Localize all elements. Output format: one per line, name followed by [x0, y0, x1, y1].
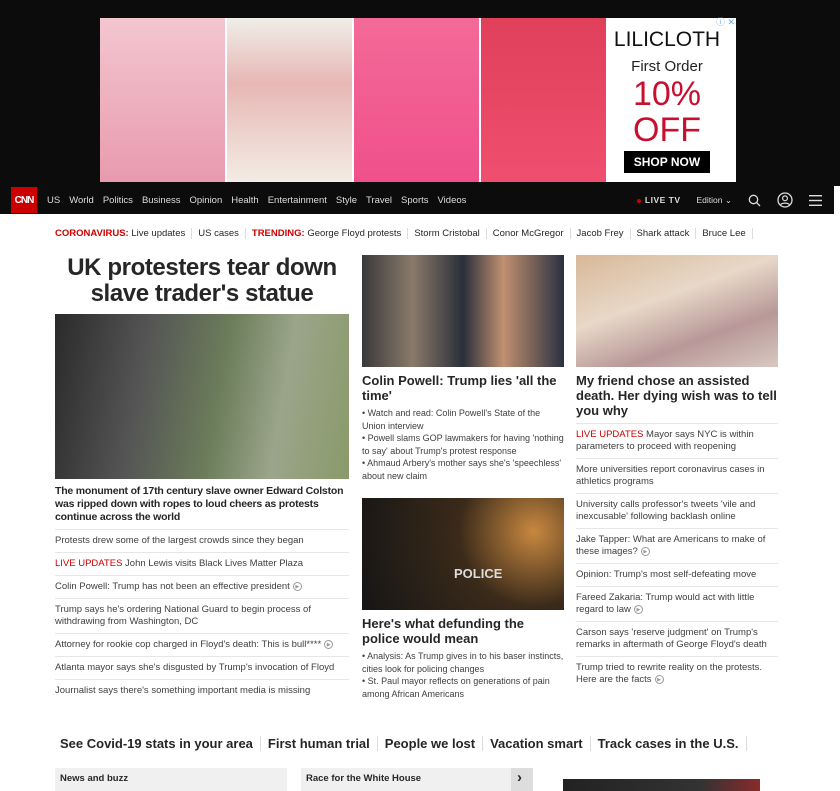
bullet-link[interactable]: • Ahmaud Arbery's mother says she's 'speechless' about new claim	[362, 458, 562, 481]
nav-opinion[interactable]: Opinion	[189, 194, 223, 206]
carousel-next-arrow[interactable]: ›	[511, 768, 533, 791]
headline-link[interactable]	[55, 598, 349, 633]
trending-us-cases[interactable]: US cases	[192, 228, 246, 239]
nav-videos[interactable]: Videos	[437, 194, 467, 206]
coronavirus-label: CORONAVIRUS:	[55, 228, 129, 239]
headline-text: Protests drew some of the largest crowds since they began	[55, 535, 304, 546]
account-icon[interactable]	[777, 192, 793, 208]
vacation-smart-link[interactable]: Vacation smart	[483, 736, 591, 751]
nav-travel[interactable]: Travel	[366, 194, 393, 206]
headline-link[interactable]	[576, 458, 778, 493]
bullet-link[interactable]: • Watch and read: Colin Powell's State of the Union interview	[362, 408, 541, 431]
headline-text: Opinion: Trump's most self-defeating move	[576, 569, 757, 580]
live-updates-label: LIVE UPDATES	[55, 558, 123, 569]
ad-banner-area	[0, 0, 840, 186]
ad-text: First Order	[631, 58, 703, 75]
first-human-trial-link[interactable]: First human trial	[261, 736, 378, 751]
news-and-buzz-header[interactable]: News and buzz	[55, 768, 287, 791]
powell-trump-photo[interactable]	[362, 255, 564, 367]
shop-now-button[interactable]: SHOP NOW	[624, 151, 710, 173]
left-column	[55, 255, 349, 702]
nav-style[interactable]: Style	[335, 194, 357, 206]
race-white-house-header[interactable]: Race for the White House	[301, 768, 511, 791]
headline-link[interactable]	[576, 423, 778, 458]
headline-text: University calls professor's tweets 'vile and inexcusable' following backlash online	[576, 499, 756, 522]
nav-sports[interactable]: Sports	[401, 194, 429, 206]
trending-floyd[interactable]: George Floyd protests	[307, 228, 402, 239]
headline-link[interactable]	[576, 586, 778, 621]
headline-link[interactable]	[55, 552, 349, 575]
bullet-link[interactable]: • Powell slams GOP lawmakers for having 'nothing to say' about Trump's protest response	[362, 433, 564, 456]
ad-image-red-tshirt[interactable]	[481, 18, 608, 182]
headline-text: Fareed Zakaria: Trump would act with little regard to law	[576, 592, 755, 615]
assisted-death-photo[interactable]	[576, 255, 778, 367]
video-play-icon: ▶	[293, 582, 302, 591]
assisted-death-headline[interactable]: My friend chose an assisted death. Her dying wish was to tell you why	[576, 373, 777, 418]
bullet-link[interactable]: • Analysis: As Trump gives in to his baser instincts, cities look for policing changes	[362, 651, 564, 674]
lead-headline[interactable]: UK protesters tear down slave trader's statue	[67, 254, 337, 307]
nav-entertainment[interactable]: Entertainment	[267, 194, 327, 206]
statue-photo[interactable]	[55, 314, 349, 479]
powell-headline[interactable]: Colin Powell: Trump lies 'all the time'	[362, 373, 557, 403]
nav-us[interactable]: US	[47, 194, 61, 206]
headline-text: More universities report coronavirus cases in athletics programs	[576, 464, 765, 487]
video-play-icon: ▶	[324, 640, 333, 649]
ad-brand: LILICLOTH	[613, 28, 721, 51]
headline-text: Trump says he's ordering National Guard to begin process of withdrawing from Washington, DC	[55, 604, 311, 627]
police-shield-text: POLICE	[454, 566, 503, 581]
headline-link[interactable]	[55, 575, 349, 598]
nav-business[interactable]: Business	[141, 194, 181, 206]
video-play-icon: ▶	[634, 605, 643, 614]
nav-world[interactable]: World	[69, 194, 94, 206]
nav-health[interactable]: Health	[231, 194, 259, 206]
edition-dropdown[interactable]: Edition ⌄	[696, 194, 732, 205]
headline-link[interactable]	[576, 563, 778, 586]
ad-image-pink-tshirt[interactable]	[354, 18, 481, 182]
headline-text: Mayor says NYC is within parameters to proceed with reopening	[576, 429, 754, 452]
headline-link[interactable]	[576, 656, 778, 691]
search-icon[interactable]	[748, 194, 761, 207]
lead-caption[interactable]: The monument of 17th century slave owner Edward Colston was ripped down with ropes to loud cheers as protests continue across the world	[55, 485, 344, 523]
ad-image-pants[interactable]	[227, 18, 354, 182]
video-play-icon: ▶	[655, 675, 664, 684]
cnn-logo[interactable]: CNN	[11, 187, 37, 213]
ad-off: OFF	[633, 111, 701, 149]
right-column	[576, 255, 778, 691]
live-updates-link[interactable]: Live updates	[131, 228, 186, 239]
trending-bruce-lee[interactable]: Bruce Lee	[696, 228, 752, 239]
ad-close-icon[interactable]: ⓘ ✕	[715, 17, 735, 27]
bullet-link[interactable]: • St. Paul mayor reflects on generations of pain among African Americans	[362, 676, 550, 699]
video-play-icon: ▶	[641, 547, 650, 556]
track-cases-link[interactable]: Track cases in the U.S.	[591, 736, 747, 751]
live-tv-link[interactable]: LIVE TV	[637, 195, 681, 205]
trending-label: TRENDING:	[251, 228, 305, 239]
headline-link[interactable]	[576, 528, 778, 563]
headline-text: Carson says 'reserve judgment' on Trump's remarks in aftermath of George Floyd's death	[576, 627, 767, 650]
trending-bar	[55, 228, 753, 239]
headline-link[interactable]	[55, 656, 349, 679]
trending-shark[interactable]: Shark attack	[631, 228, 697, 239]
defund-headline[interactable]: Here's what defunding the police would mean	[362, 616, 524, 646]
center-column	[362, 255, 564, 700]
main-nav	[0, 186, 834, 214]
headline-text: Journalist says there's something important media is missing	[55, 685, 311, 696]
menu-icon[interactable]	[809, 195, 822, 206]
headline-text: Jake Tapper: What are Americans to make of these images?	[576, 534, 766, 557]
headline-link[interactable]	[55, 529, 349, 552]
headline-link[interactable]	[55, 633, 349, 656]
headline-text: Atlanta mayor says she's disgusted by Trump's invocation of Floyd	[55, 662, 335, 673]
nav-politics[interactable]: Politics	[102, 194, 133, 206]
video-thumbnail[interactable]	[563, 779, 760, 791]
headline-link[interactable]	[55, 679, 349, 702]
advertisement[interactable]	[100, 18, 736, 182]
people-we-lost-link[interactable]: People we lost	[378, 736, 483, 751]
covid-stats-link[interactable]: See Covid-19 stats in your area	[60, 736, 261, 751]
headline-text: Colin Powell: Trump has not been an effective president	[55, 581, 290, 592]
trending-cristobal[interactable]: Storm Cristobal	[408, 228, 486, 239]
trending-mcgregor[interactable]: Conor McGregor	[487, 228, 571, 239]
headline-text: Trump tried to rewrite reality on the protests. Here are the facts	[576, 662, 763, 685]
headline-text: John Lewis visits Black Lives Matter Plaza	[122, 558, 303, 569]
police-photo[interactable]	[362, 498, 564, 610]
headline-link[interactable]	[576, 493, 778, 528]
headline-text: Attorney for rookie cop charged in Floyd's death: This is bull****	[55, 639, 322, 650]
covid-links-bar	[60, 736, 747, 751]
headline-link[interactable]	[576, 621, 778, 656]
live-updates-label: LIVE UPDATES	[576, 429, 644, 440]
ad-discount: 10%	[632, 75, 702, 113]
trending-frey[interactable]: Jacob Frey	[571, 228, 631, 239]
ad-image-floral-shirt[interactable]	[100, 18, 227, 182]
